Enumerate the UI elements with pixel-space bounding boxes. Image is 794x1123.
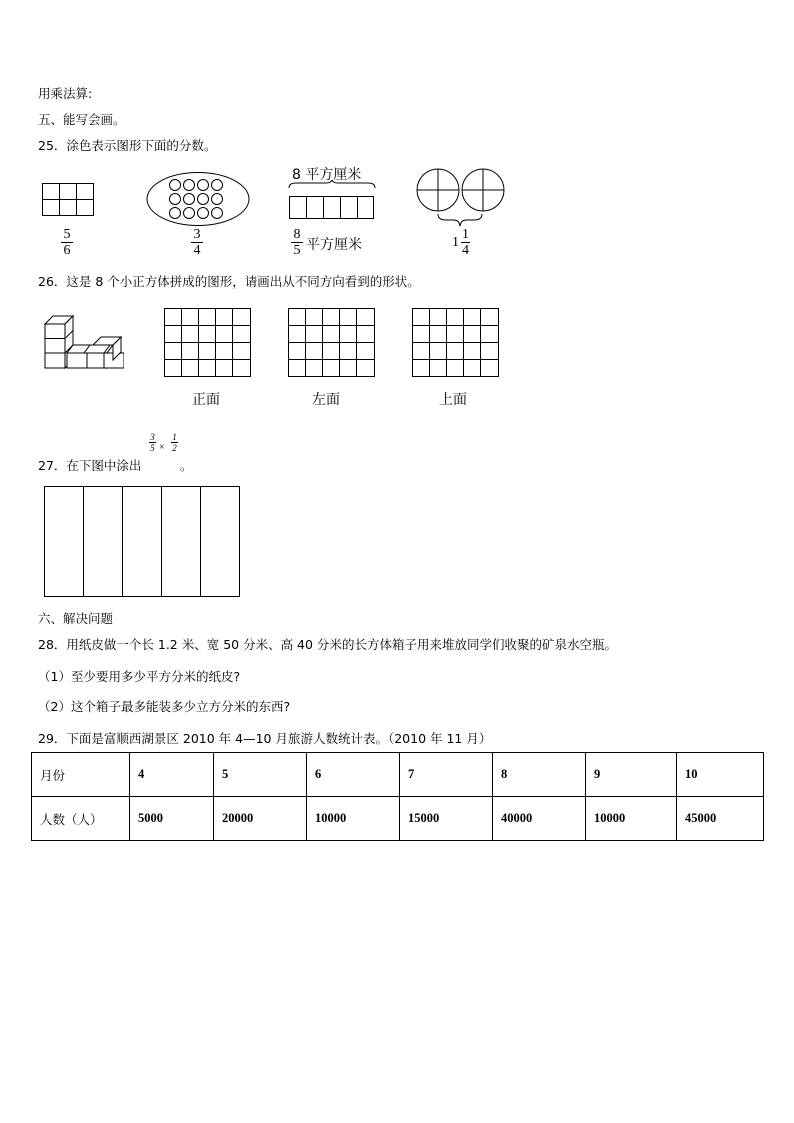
q27-fraction-b — [171, 432, 178, 453]
table-count-cell: 10000 — [307, 797, 400, 841]
q25-fraction-3-numerator: 8 — [293, 227, 301, 242]
table-count-cell: 15000 — [400, 797, 493, 841]
table-month-cell: 4 — [130, 753, 214, 797]
table-header-month-label: 月份 — [32, 753, 130, 797]
table-count-cell: 20000 — [214, 797, 307, 841]
q25-area-label: 8 平方厘米 — [292, 167, 362, 183]
table-row — [32, 797, 764, 841]
table-count-cell: 5000 — [130, 797, 214, 841]
q27-fraction-a-numerator: 3 — [150, 432, 155, 442]
table-count-cell: 10000 — [586, 797, 677, 841]
q27-fraction-a-denominator: 5 — [150, 443, 155, 453]
question-28-part-1: （1）至少要用多少平方分米的纸皮? — [38, 669, 241, 684]
table-month-cell: 6 — [307, 753, 400, 797]
table-count-cell: 45000 — [677, 797, 764, 841]
q26-left-view-label: 左面 — [312, 392, 340, 408]
q27-fraction-b-denominator: 2 — [172, 443, 177, 453]
question-25: 25．涂色表示图形下面的分数。 — [38, 138, 217, 153]
q26-top-view-label: 上面 — [439, 392, 467, 408]
q25-fraction-4-whole: 1 — [452, 235, 459, 250]
question-26: 26．这是 8 个小正方体拼成的图形，请画出从不同方向看到的形状。 — [38, 274, 420, 289]
table-row-count-label: 人数（人） — [32, 797, 130, 841]
section6-heading: 六、解决问题 — [38, 611, 114, 626]
q25-fraction-2 — [190, 227, 204, 258]
tourism-stats-table — [31, 752, 764, 841]
q25-brace-strip-figure — [288, 180, 376, 222]
question-29: 29．下面是富顺西湖景区 2010 年 4—10 月旅游人数统计表。（2010 年 11 月） — [38, 731, 492, 746]
q26-front-view-label: 正面 — [192, 392, 220, 408]
question-27-prefix: 27．在下图中涂出 — [38, 458, 142, 473]
q25-fraction-4 — [460, 227, 471, 258]
q27-shading-rectangle[interactable] — [44, 486, 241, 598]
question-27 — [38, 456, 141, 474]
question-27-suffix: 。 — [180, 458, 193, 473]
question-28: 28．用纸皮做一个长 1.2 米、宽 50 分米、高 40 分米的长方体箱子用来堆放同学们收聚的矿泉水空瓶。 — [38, 637, 617, 652]
q25-fraction-3-unit: 平方厘米 — [306, 237, 362, 253]
q25-quartered-circles-figure — [416, 168, 506, 232]
q25-fraction-3 — [290, 227, 304, 258]
table-month-cell: 8 — [493, 753, 586, 797]
q27-times-sign: × — [159, 442, 165, 453]
q25-fraction-1-numerator: 5 — [63, 227, 71, 242]
question-28-part-2: （2）这个箱子最多能装多少立方分米的东西? — [38, 699, 291, 714]
q25-fraction-4-numerator: 1 — [462, 227, 469, 242]
intro-line: 用乘法算: — [38, 86, 93, 101]
table-month-cell: 10 — [677, 753, 764, 797]
q25-fraction-2-denominator: 4 — [193, 243, 201, 258]
q26-cube-stack-figure — [44, 312, 124, 372]
q25-grid-figure — [42, 183, 95, 217]
q25-fraction-2-numerator: 3 — [193, 227, 201, 242]
q25-fraction-1 — [60, 227, 74, 258]
q25-fraction-1-denominator: 6 — [63, 243, 71, 258]
q25-fraction-3-denominator: 5 — [293, 243, 301, 258]
q25-fraction-4-denominator: 4 — [462, 243, 469, 258]
q26-front-view-grid[interactable] — [164, 308, 252, 378]
table-month-cell: 7 — [400, 753, 493, 797]
q26-top-view-grid[interactable] — [412, 308, 500, 378]
table-month-cell: 9 — [586, 753, 677, 797]
table-month-cell: 5 — [214, 753, 307, 797]
q27-fraction-a — [149, 432, 156, 453]
q26-left-view-grid[interactable] — [288, 308, 376, 378]
q27-fraction-b-numerator: 1 — [172, 432, 177, 442]
table-row — [32, 753, 764, 797]
table-count-cell: 40000 — [493, 797, 586, 841]
q25-ellipse-circles-figure — [146, 171, 250, 227]
section5-heading: 五、能写会画。 — [38, 112, 126, 127]
